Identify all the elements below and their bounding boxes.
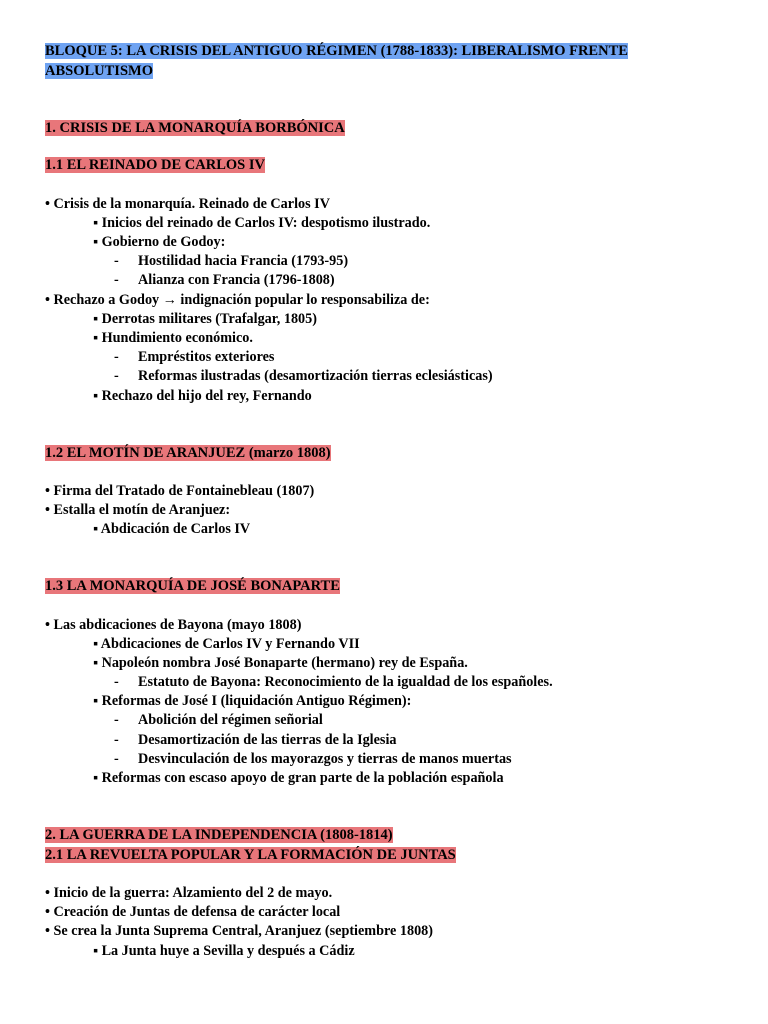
- list-item: ▪ Abdicación de Carlos IV: [93, 521, 251, 537]
- list-item: • Firma del Tratado de Fontainebleau (1807): [45, 483, 315, 499]
- bullet-icon: •: [45, 196, 50, 212]
- dash-icon: -: [114, 368, 119, 384]
- bullet-icon: ▪: [93, 770, 99, 786]
- bullet-icon: ▪: [93, 388, 99, 404]
- bullet-icon: ▪: [93, 655, 99, 671]
- section-heading-1: 1. CRISIS DE LA MONARQUÍA BORBÓNICA: [45, 120, 345, 136]
- list-item: • Las abdicaciones de Bayona (mayo 1808): [45, 617, 302, 633]
- list-item: ▪ Derrotas militares (Trafalgar, 1805): [93, 311, 317, 327]
- section-heading-2: 2. LA GUERRA DE LA INDEPENDENCIA (1808-1814): [45, 827, 393, 843]
- list-item: ▪ Hundimiento económico.: [93, 330, 253, 346]
- dash-icon: -: [114, 674, 119, 690]
- bullet-icon: ▪: [93, 330, 99, 346]
- list-item: - Desvinculación de los mayorazgos y tierras de manos muertas: [114, 751, 512, 767]
- list-item: ▪ Inicios del reinado de Carlos IV: despotismo ilustrado.: [93, 215, 431, 231]
- section-heading-2-1: 2.1 LA REVUELTA POPULAR Y LA FORMACIÓN DE JUNTAS: [45, 847, 456, 863]
- list-item: • Inicio de la guerra: Alzamiento del 2 de mayo.: [45, 885, 333, 901]
- document-title-text: BLOQUE 5: LA CRISIS DEL ANTIGUO RÉGIMEN (1788-1833): LIBERALISMO FRENTE ABSOLUTISMO: [45, 43, 628, 79]
- dash-icon: -: [114, 253, 119, 269]
- bullet-icon: ▪: [93, 521, 99, 537]
- dash-icon: -: [114, 272, 119, 288]
- list-item: • Crisis de la monarquía. Reinado de Carlos IV: [45, 196, 330, 212]
- bullet-icon: •: [45, 904, 50, 920]
- bullet-icon: •: [45, 483, 50, 499]
- list-item: ▪ Abdicaciones de Carlos IV y Fernando VII: [93, 636, 360, 652]
- section-heading-1-2: 1.2 EL MOTÍN DE ARANJUEZ (marzo 1808): [45, 445, 331, 461]
- bullet-icon: •: [45, 617, 50, 633]
- list-item: - Desamortización de las tierras de la Iglesia: [114, 732, 397, 748]
- section-heading-1-3: 1.3 LA MONARQUÍA DE JOSÉ BONAPARTE: [45, 578, 340, 594]
- list-item: • Rechazo a Godoy → indignación popular lo responsabiliza de:: [45, 292, 430, 308]
- bullet-icon: ▪: [93, 215, 99, 231]
- list-item: • Estalla el motín de Aranjuez:: [45, 502, 231, 518]
- bullet-icon: •: [45, 885, 50, 901]
- list-item: - Alianza con Francia (1796-1808): [114, 272, 335, 288]
- list-item: • Creación de Juntas de defensa de carácter local: [45, 904, 341, 920]
- bullet-icon: •: [45, 292, 50, 308]
- list-item: ▪ Reformas de José I (liquidación Antiguo Régimen):: [93, 693, 412, 709]
- list-item: ▪ Gobierno de Godoy:: [93, 234, 226, 250]
- bullet-icon: ▪: [93, 693, 99, 709]
- list-item: - Estatuto de Bayona: Reconocimiento de la igualdad de los españoles.: [114, 674, 553, 690]
- list-item: - Empréstitos exteriores: [114, 349, 275, 365]
- list-item: ▪ La Junta huye a Sevilla y después a Cádiz: [93, 943, 355, 959]
- list-item: - Reformas ilustradas (desamortización tierras eclesiásticas): [114, 368, 493, 384]
- list-item: ▪ Rechazo del hijo del rey, Fernando: [93, 388, 312, 404]
- dash-icon: -: [114, 751, 119, 767]
- bullet-icon: •: [45, 502, 50, 518]
- section-heading-1-1: 1.1 EL REINADO DE CARLOS IV: [45, 157, 265, 173]
- dash-icon: -: [114, 712, 119, 728]
- bullet-icon: ▪: [93, 234, 99, 250]
- list-item: ▪ Napoleón nombra José Bonaparte (hermano) rey de España.: [93, 655, 468, 671]
- document-title: [45, 42, 695, 81]
- list-item: - Abolición del régimen señorial: [114, 712, 323, 728]
- list-item: • Se crea la Junta Suprema Central, Aranjuez (septiembre 1808): [45, 923, 433, 939]
- dash-icon: -: [114, 732, 119, 748]
- bullet-icon: •: [45, 923, 50, 939]
- dash-icon: -: [114, 349, 119, 365]
- bullet-icon: ▪: [93, 943, 99, 959]
- bullet-icon: ▪: [93, 636, 99, 652]
- list-item: ▪ Reformas con escaso apoyo de gran parte de la población española: [93, 770, 504, 786]
- bullet-icon: ▪: [93, 311, 99, 327]
- list-item: - Hostilidad hacia Francia (1793-95): [114, 253, 349, 269]
